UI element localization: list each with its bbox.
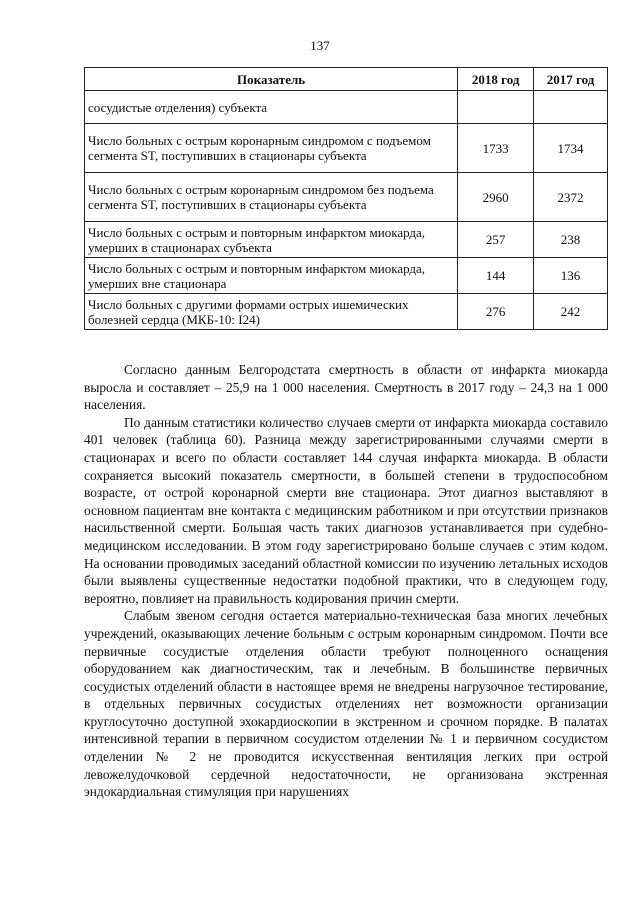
header-2017: 2017 год	[534, 68, 608, 91]
table-row	[85, 173, 608, 222]
row-value-2018: 2960	[458, 173, 534, 222]
paragraph: По данным статистики количество случаев смерти от инфаркта миокарда составило 401 человек (таблица 60). Разница между зарегистрированными случаями смерти в стационарах и всего по области составляет 144 случая инфаркта миокарда. В области сохраняется высокий показатель смертности, в большей степени в трудоспособном возрасте, от острой коронарной смерти вне стационара. Этот диагноз выставляют в основном пациентам вне контакта с медицинским работником и при отсутствии признаков насильственной смерти. Большая часть таких диагнозов устанавливается при судебно-медицинском исследовании. В этом году зарегистрировано больше случаев с этим кодом. На основании проводимых заседаний областной комиссии по изучению летальных исходов были выявлены существенные недостатки подобной практики, что в следующем году, вероятно, повлияет на правильность кодирования причин смерти.	[84, 414, 608, 606]
table-header-row	[85, 68, 608, 91]
row-value-2017	[534, 91, 608, 124]
row-label: Число больных с другими формами острых ишемических болезней сердца (МКБ-10: I24)	[85, 294, 458, 330]
row-value-2017: 242	[534, 294, 608, 330]
row-label: Число больных с острым и повторным инфарктом миокарда, умерших в стационарах субъекта	[85, 222, 458, 258]
row-label: сосудистые отделения) субъекта	[85, 91, 458, 124]
header-2018: 2018 год	[458, 68, 534, 91]
table-row	[85, 258, 608, 294]
row-value-2018: 257	[458, 222, 534, 258]
row-value-2018: 276	[458, 294, 534, 330]
paragraph: Согласно данным Белгородстата смертность в области от инфаркта миокарда выросла и составляет – 25,9 на 1 000 населения. Смертность в 2017 году – 24,3 на 1 000 населения.	[84, 362, 608, 413]
row-value-2018	[458, 91, 534, 124]
row-value-2017: 1734	[534, 124, 608, 173]
row-value-2018: 144	[458, 258, 534, 294]
header-indicator: Показатель	[85, 68, 458, 91]
page-number: 137	[310, 38, 330, 53]
row-value-2017: 2372	[534, 173, 608, 222]
row-label: Число больных с острым коронарным синдромом с подъемом сегмента ST, поступивших в стационары субъекта	[85, 124, 458, 173]
table-row	[85, 124, 608, 173]
row-value-2017: 136	[534, 258, 608, 294]
row-value-2018: 1733	[458, 124, 534, 173]
row-label: Число больных с острым и повторным инфарктом миокарда, умерших вне стационара	[85, 258, 458, 294]
body-text	[84, 361, 608, 801]
table-row	[85, 222, 608, 258]
paragraph: Слабым звеном сегодня остается материально-техническая база многих лечебных учреждений, оказывающих лечение больным с острым коронарным синдромом. Почти все первичные сосудистые отделения области требуют полноценного оснащения оборудованием как диагностическим, так и лечебным. В большинстве первичных сосудистых отделений области в настоящее время не внедрены нагрузочное тестирование, в отдельных первичных сосудистых отделениях нет возможности организации круглосуточно доступной эхокардиоскопии в экстренном и срочном порядке. В палатах интенсивной терапии в первичном сосудистом отделении № 1 и первичном сосудистом отделении № 2 не проводится искусственная вентиляция легких при острой левожелудочковой сердечной недостаточности, не организована экстренная эндокардиальная стимуляция при нарушениях	[84, 608, 608, 800]
table-row	[85, 294, 608, 330]
statistics-table	[84, 67, 608, 330]
row-value-2017: 238	[534, 222, 608, 258]
row-label: Число больных с острым коронарным синдромом без подъема сегмента ST, поступивших в стационары субъекта	[85, 173, 458, 222]
table-row-continuation	[85, 91, 608, 124]
